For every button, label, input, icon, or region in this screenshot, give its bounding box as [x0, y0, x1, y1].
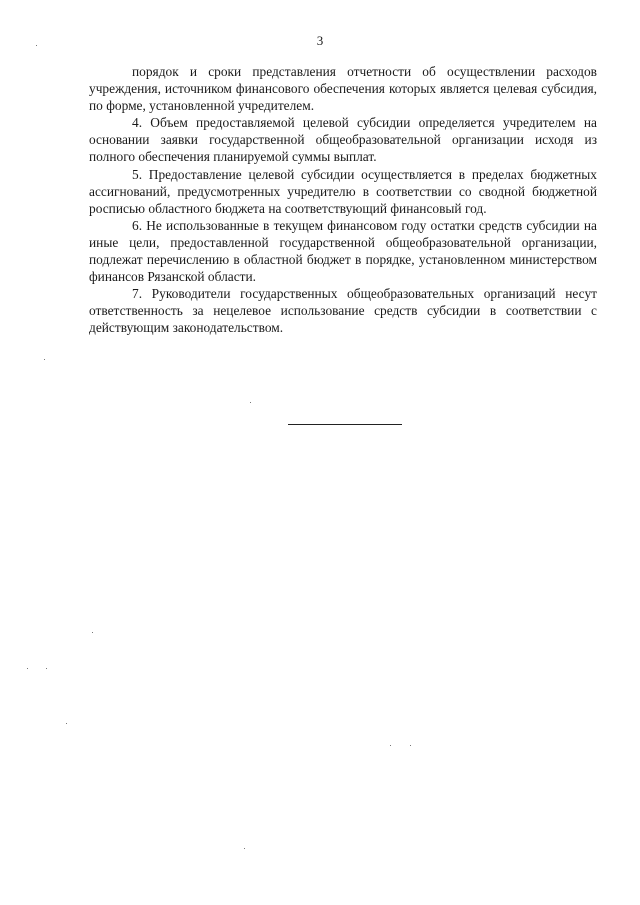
scan-speck [390, 745, 391, 746]
scan-speck [410, 745, 411, 746]
scan-speck [46, 668, 47, 669]
scan-speck [244, 848, 245, 849]
page-number: 3 [316, 33, 324, 48]
end-of-text-rule [288, 424, 402, 425]
scan-speck [92, 632, 93, 633]
scan-speck [36, 45, 37, 46]
paragraph-continuation: порядок и сроки представления отчетности об осуществлении расходов учреждения, источником финансового обеспечения которых является целевая субсидия, по форме, установленной учредителем. [89, 64, 597, 114]
paragraph-item-4: 4. Объем предоставляемой целевой субсидии определяется учредителем на основании заявки государственной общеобразовательной организации исходя из полного обеспечения планируемой суммы выплат. [89, 115, 597, 165]
scan-speck [44, 359, 45, 360]
scan-speck [27, 668, 28, 669]
paragraph-item-5: 5. Предоставление целевой субсидии осуществляется в пределах бюджетных ассигнований, предусмотренных учредителю в соответствии со сводной бюджетной росписью областного бюджета на соответствующий финансовый год. [89, 166, 597, 216]
document-body [89, 63, 597, 337]
paragraph-item-6: 6. Не использованные в текущем финансовом году остатки средств субсидии на иные цели, предоставленной государственной общеобразовательной организации, подлежат перечислению в областной бюджет в порядке, установленном министерством финансов Рязанской области. [89, 217, 597, 285]
paragraph-item-7: 7. Руководители государственных общеобразовательных организаций несут ответственность за нецелевое использование средств субсидии в соответствии с действующим законодательством. [89, 286, 597, 336]
scan-speck [250, 402, 251, 403]
scan-speck [66, 723, 67, 724]
